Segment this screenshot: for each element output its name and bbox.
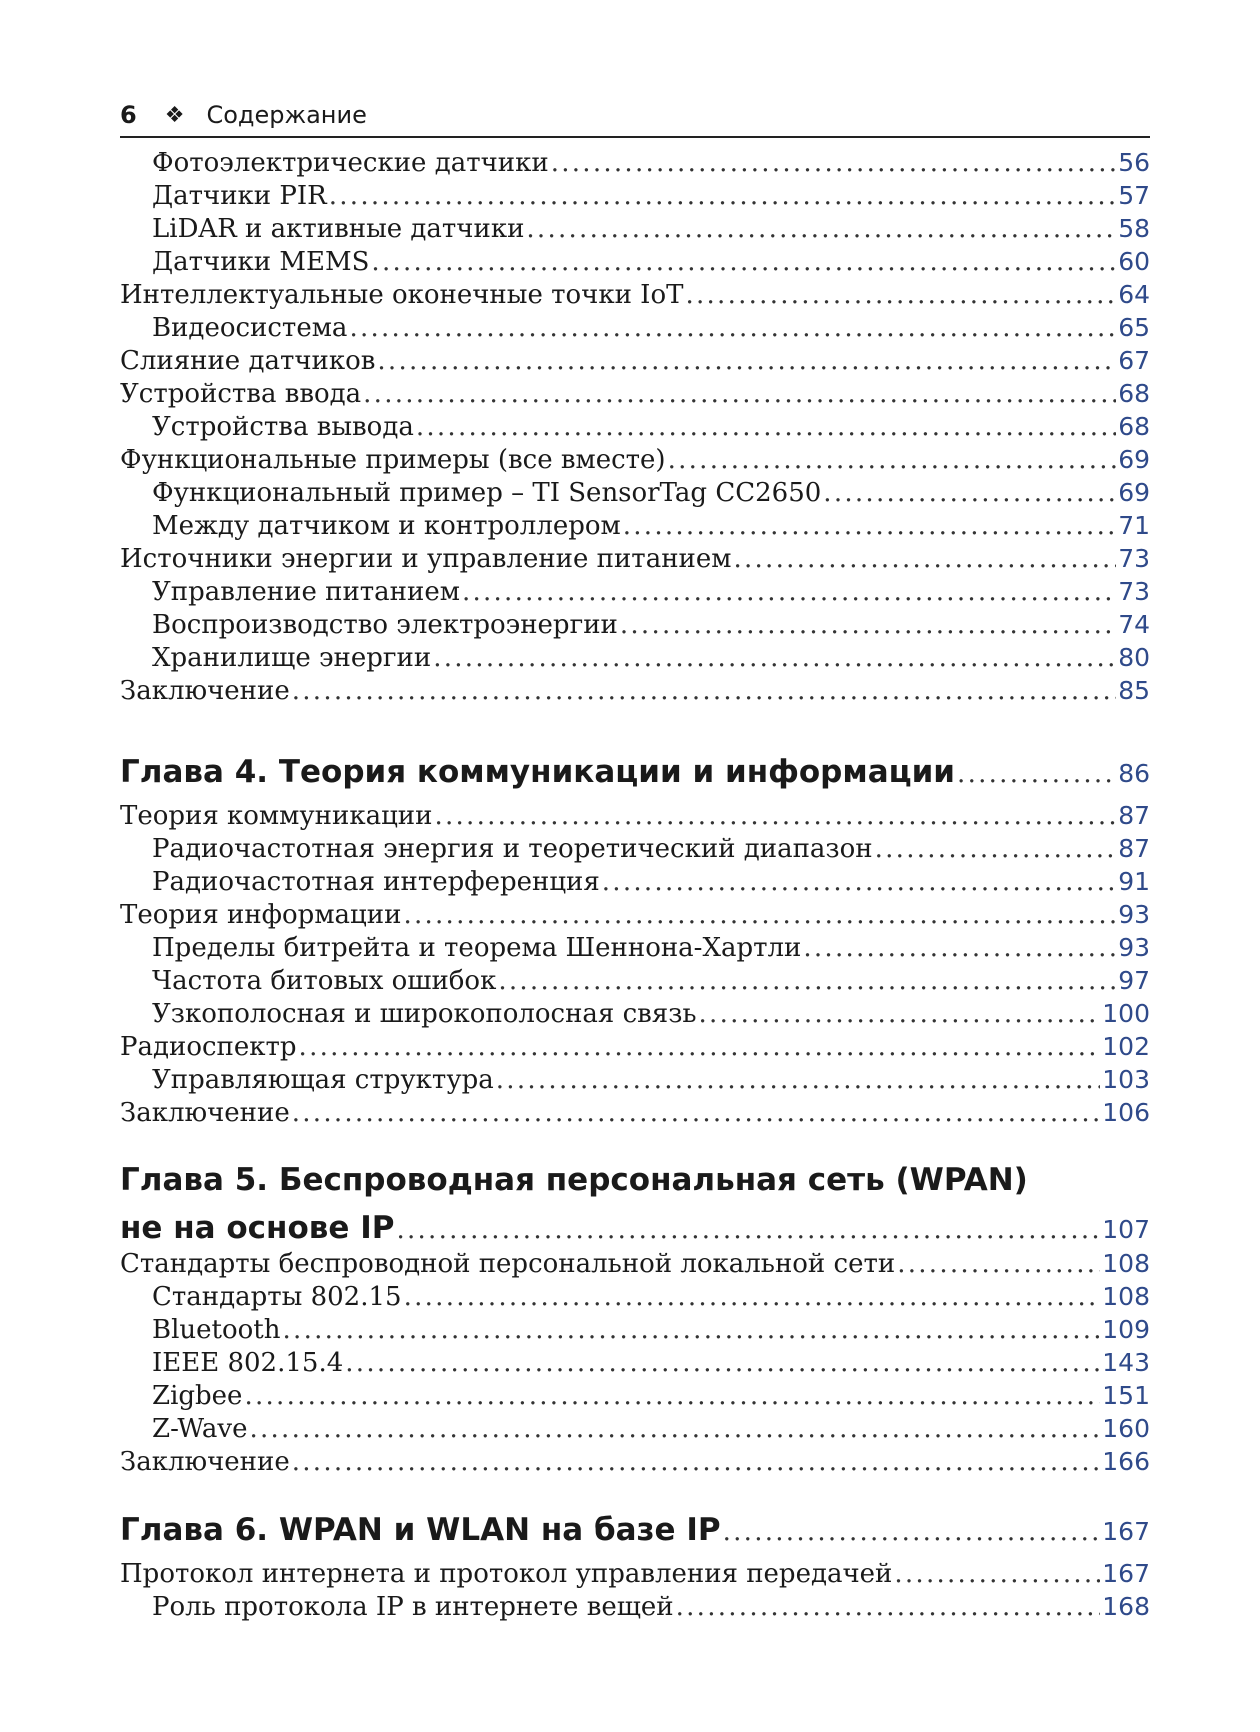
toc-entry — [120, 800, 1150, 832]
toc-entry — [120, 642, 1150, 674]
toc-entry — [120, 477, 1150, 509]
dot-leader — [349, 312, 1116, 344]
toc-entry — [120, 1446, 1150, 1478]
toc-entry-page: 58 — [1118, 214, 1150, 243]
page-number: 6 — [120, 101, 137, 129]
toc-entry — [120, 675, 1150, 707]
toc-entry-label: Z-Wave — [152, 1414, 248, 1444]
running-head — [120, 94, 1150, 138]
toc-entry-page: 64 — [1118, 280, 1150, 309]
dot-leader — [620, 609, 1116, 641]
toc-entry — [120, 833, 1150, 865]
dot-leader — [897, 1248, 1100, 1280]
toc-entry-page: 109 — [1102, 1315, 1150, 1344]
toc-entry-page: 69 — [1118, 478, 1150, 507]
toc-entry — [120, 213, 1150, 245]
dot-leader — [249, 1413, 1100, 1445]
dot-leader — [699, 998, 1101, 1030]
toc-entry-label: Функциональный пример – TI SensorTag CC2650 — [152, 478, 822, 508]
toc-entry-page: 143 — [1102, 1348, 1150, 1377]
toc-entry-page: 85 — [1118, 676, 1150, 705]
dot-leader — [602, 866, 1116, 898]
toc-entry-label: LiDAR и активные датчики — [152, 214, 525, 244]
ornament-icon: ❖ — [164, 102, 185, 128]
chapter-page: 107 — [1102, 1215, 1150, 1244]
toc-entry — [120, 609, 1150, 641]
toc-entry-page: 74 — [1118, 610, 1150, 639]
dot-leader — [377, 345, 1116, 377]
toc-entry-page: 73 — [1118, 544, 1150, 573]
toc-entry — [120, 312, 1150, 344]
toc-entry — [120, 1314, 1150, 1346]
running-head-title: Содержание — [206, 101, 367, 129]
chapter-page: 167 — [1102, 1517, 1150, 1546]
toc-entry-page: 102 — [1102, 1032, 1150, 1061]
toc-entry-page: 106 — [1102, 1098, 1150, 1127]
dot-leader — [292, 675, 1116, 707]
dot-leader — [404, 1281, 1101, 1313]
toc-entry-label: Управляющая структура — [152, 1065, 494, 1095]
toc-entry-label: Воспроизводство электроэнергии — [152, 610, 618, 640]
chapter-title: Глава 6. WPAN и WLAN на базе IP — [120, 1512, 721, 1548]
toc-entry-page: 80 — [1118, 643, 1150, 672]
toc-entry-label: Фотоэлектрические датчики — [152, 148, 549, 178]
toc-entry-label: Интеллектуальные оконечные точки IoT — [120, 280, 684, 310]
toc-entry-page: 160 — [1102, 1414, 1150, 1443]
toc-entry — [120, 1031, 1150, 1063]
dot-leader — [668, 444, 1117, 476]
toc-entry-label: Стандарты беспроводной персональной локальной сети — [120, 1249, 896, 1279]
toc-entry-label: Заключение — [120, 1447, 290, 1477]
dot-leader — [416, 411, 1116, 443]
dot-leader — [403, 899, 1116, 931]
toc-entry-page: 108 — [1102, 1282, 1150, 1311]
toc-entry-label: Теория информации — [120, 900, 402, 930]
chapter-heading — [120, 1510, 1150, 1552]
chapter-title: Глава 5. Беспроводная персональная сеть (WPAN) — [120, 1162, 1028, 1198]
toc-entry — [120, 576, 1150, 608]
toc-entry-label: Роль протокола IP в интернете вещей — [152, 1592, 674, 1622]
dot-leader — [371, 246, 1116, 278]
dot-leader — [526, 213, 1116, 245]
toc-entry-page: 68 — [1118, 412, 1150, 441]
dot-leader — [823, 477, 1116, 509]
toc-entry — [120, 279, 1150, 311]
toc-entry — [120, 1248, 1150, 1280]
toc-entry — [120, 444, 1150, 476]
dot-leader — [685, 279, 1116, 311]
dot-leader — [299, 1031, 1101, 1063]
dot-leader — [396, 1210, 1100, 1250]
toc-entry — [120, 543, 1150, 575]
toc-entry-label: Источники энергии и управление питанием — [120, 544, 732, 574]
toc-entry — [120, 180, 1150, 212]
toc-entry-page: 103 — [1102, 1065, 1150, 1094]
toc-entry-label: Радиочастотная энергия и теоретический диапазон — [152, 834, 873, 864]
toc-entry-page: 68 — [1118, 379, 1150, 408]
toc-entry — [120, 1591, 1150, 1623]
toc-entry-label: Устройства ввода — [120, 379, 362, 409]
toc-entry-page: 73 — [1118, 577, 1150, 606]
toc-entry-page: 60 — [1118, 247, 1150, 276]
dot-leader — [894, 1558, 1100, 1590]
toc-entry-page: 93 — [1118, 933, 1150, 962]
chapter-title-continued: не на основе IP — [120, 1210, 395, 1246]
toc-entry-label: Стандарты 802.15 — [152, 1282, 402, 1312]
dot-leader — [551, 147, 1116, 179]
toc-entry — [120, 965, 1150, 997]
dot-leader — [329, 180, 1116, 212]
toc-entry — [120, 1413, 1150, 1445]
toc-entry-page: 151 — [1102, 1381, 1150, 1410]
toc-entry — [120, 998, 1150, 1030]
toc-entry-page: 69 — [1118, 445, 1150, 474]
toc-entry-label: IEEE 802.15.4 — [152, 1348, 344, 1378]
toc-entry-label: Zigbee — [152, 1381, 243, 1411]
dot-leader — [957, 754, 1116, 794]
dot-leader — [434, 800, 1116, 832]
dot-leader — [496, 1064, 1101, 1096]
chapter-page: 86 — [1118, 759, 1150, 788]
toc-entry-label: Bluetooth — [152, 1315, 281, 1345]
dot-leader — [433, 642, 1116, 674]
toc-entry-label: Управление питанием — [152, 577, 460, 607]
toc-entry-page: 87 — [1118, 801, 1150, 830]
toc-entry-page: 168 — [1102, 1592, 1150, 1621]
dot-leader — [803, 932, 1116, 964]
toc-entry-label: Видеосистема — [152, 313, 348, 343]
toc-entry — [120, 1347, 1150, 1379]
toc-entry-label: Между датчиком и контроллером — [152, 511, 621, 541]
toc-entry — [120, 899, 1150, 931]
toc-entry — [120, 932, 1150, 964]
toc-entry-page: 87 — [1118, 834, 1150, 863]
chapter-heading — [120, 752, 1150, 794]
dot-leader — [462, 576, 1116, 608]
dot-leader — [283, 1314, 1101, 1346]
toc-entry-label: Устройства вывода — [152, 412, 414, 442]
toc-entry-page: 100 — [1102, 999, 1150, 1028]
toc-entry-label: Теория коммуникации — [120, 801, 433, 831]
toc-entry-label: Радиоспектр — [120, 1032, 297, 1062]
toc-entry — [120, 1281, 1150, 1313]
dot-leader — [723, 1512, 1101, 1552]
chapter-title: Глава 4. Теория коммуникации и информации — [120, 754, 956, 790]
toc-entry-page: 108 — [1102, 1249, 1150, 1278]
toc-entry — [120, 1558, 1150, 1590]
toc-entry-page: 65 — [1118, 313, 1150, 342]
toc-entry — [120, 378, 1150, 410]
toc-entry-page: 56 — [1118, 148, 1150, 177]
toc-entry-label: Датчики PIR — [152, 181, 327, 211]
toc-entry-label: Слияние датчиков — [120, 346, 376, 376]
toc-entry-page: 166 — [1102, 1447, 1150, 1476]
dot-leader — [244, 1380, 1100, 1412]
toc-entry-page: 67 — [1118, 346, 1150, 375]
dot-leader — [676, 1591, 1101, 1623]
dot-leader — [292, 1097, 1101, 1129]
toc-entry-page: 97 — [1118, 966, 1150, 995]
chapter-heading — [120, 1160, 1150, 1250]
toc-entry — [120, 147, 1150, 179]
toc-entry-label: Заключение — [120, 676, 290, 706]
toc-entry — [120, 1064, 1150, 1096]
dot-leader — [623, 510, 1116, 542]
toc-entry — [120, 345, 1150, 377]
toc-entry-label: Функциональные примеры (все вместе) — [120, 445, 666, 475]
dot-leader — [363, 378, 1116, 410]
toc-entry-label: Узкополосная и широкополосная связь — [152, 999, 697, 1029]
dot-leader — [733, 543, 1116, 575]
toc-entry — [120, 510, 1150, 542]
toc-entry-page: 57 — [1118, 181, 1150, 210]
toc-entry-page: 91 — [1118, 867, 1150, 896]
toc-entry-label: Датчики MEMS — [152, 247, 370, 277]
toc-entry-page: 93 — [1118, 900, 1150, 929]
dot-leader — [292, 1446, 1101, 1478]
toc-entry — [120, 411, 1150, 443]
toc-entry-label: Частота битовых ошибок — [152, 966, 497, 996]
toc-entry-page: 167 — [1102, 1559, 1150, 1588]
toc-entry — [120, 1097, 1150, 1129]
toc-entry — [120, 1380, 1150, 1412]
toc-entry-label: Заключение — [120, 1098, 290, 1128]
toc-entry-page: 71 — [1118, 511, 1150, 540]
dot-leader — [875, 833, 1117, 865]
toc-entry-label: Протокол интернета и протокол управления передачей — [120, 1559, 893, 1589]
dot-leader — [498, 965, 1116, 997]
toc-entry-label: Хранилище энергии — [152, 643, 432, 673]
dot-leader — [345, 1347, 1100, 1379]
toc-entry — [120, 866, 1150, 898]
toc-entry-label: Радиочастотная интерференция — [152, 867, 600, 897]
toc-entry — [120, 246, 1150, 278]
toc-entry-label: Пределы битрейта и теорема Шеннона-Хартли — [152, 933, 802, 963]
